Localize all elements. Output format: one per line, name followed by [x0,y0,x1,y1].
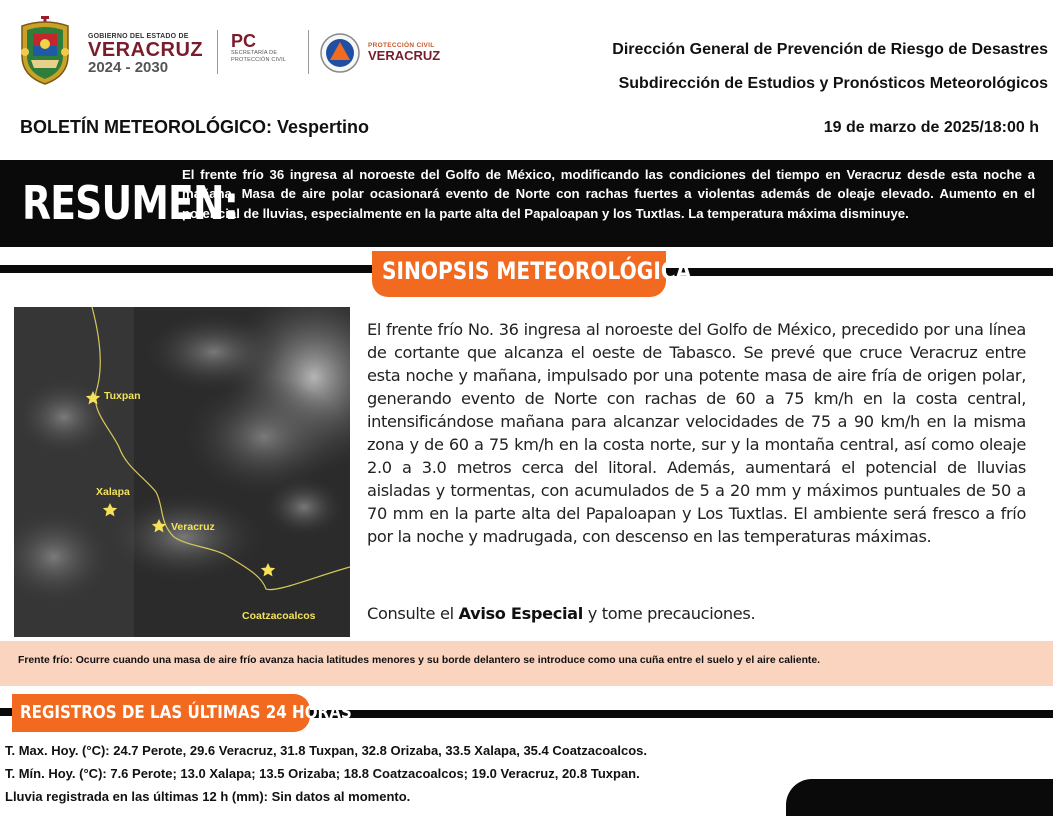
bulletin-date: 19 de marzo de 2025/18:00 h [823,119,1039,136]
government-name: VERACRUZ [88,39,204,61]
synopsis-heading [372,251,692,297]
satellite-image [14,307,350,637]
synopsis-heading-text: SINOPSIS METEOROLÓGICA [382,257,692,285]
consult-prefix: Consulte el [367,604,459,623]
city-label-tuxpan: Tuxpan [104,390,141,402]
subdirection-title: Subdirección de Estudios y Pronósticos Meteorológicos [618,75,1048,92]
pc-initials: PC [231,31,257,51]
min-temperature-record: T. Mín. Hoy. (°C): 7.6 Perote; 13.0 Xalapa; 13.5 Orizaba; 18.8 Coatzacoalcos; 19.0 Veracruz, 20.8 Tuxpan. [5,766,640,781]
city-label-coatzacoalcos: Coatzacoalcos [242,610,316,622]
bulletin-title: BOLETÍN METEOROLÓGICO: Vespertino [20,117,370,137]
max-temperature-record: T. Max. Hoy. (°C): 24.7 Perote, 29.6 Veracruz, 31.8 Tuxpan, 32.8 Orizaba, 33.5 Xalapa, 35.4 Coatzacoalcos. [5,743,648,758]
footer-corner-decoration [786,779,1053,816]
consult-suffix: y tome precauciones. [582,604,756,623]
pcv-name: VERACRUZ [368,48,441,63]
proteccion-civil-veracruz-logo [368,42,440,63]
synopsis-text: El frente frío No. 36 ingresa al noroeste del Golfo de México, precedido por una línea de cortante que alcanza el oeste de Tabasco. Se prevé que cruce Veracruz entre esta noche y mañana, impulsado por una potente masa de aire fría de origen polar, generando evento de Norte con rachas de 60 a 75 km/h en la costa central, intensificándose mañana para alcanzar velocidades de 75 a 90 km/h en la misma zona y de 60 a 75 km/h en la costa norte, sur y la montaña central, así como oleaje 2.0 a 3.0 metros cerca del litoral. Además, aumentará el potencial de lluvias aisladas y tormentas, con acumulados de 5 a 20 mm y máximos puntuales de 50 a 70 mm en la parte alta del Papaloapan y Los Tuxtlas. El ambiente será fresco a frío por la noche y madrugada, con descenso en las temperaturas máximas. [367,320,1026,546]
direction-title: Dirección General de Prevención de Riesgo de Desastres [612,41,1048,58]
veracruz-coat-of-arms-logo [16,16,74,86]
cold-front-definition: Frente frío: Ocurre cuando una masa de aire frío avanza hacia latitudes menores y su borde delantero se introduce como una cuña entre el suelo y el aire caliente. [18,655,821,666]
logo-divider [308,30,309,74]
government-years: 2024 - 2030 [88,59,169,76]
records-heading-text: REGISTROS DE LAS ÚLTIMAS 24 HORAS [20,702,352,723]
section-divider-bar [0,265,380,273]
records-heading [12,694,352,732]
pc-proteccion-label: PROTECCIÓN CIVIL [231,57,287,63]
pc-secretaria-label: SECRETARÍA DE [231,50,278,56]
pcv-small-label: PROTECCIÓN CIVIL [368,42,435,49]
definition-band [0,641,1053,686]
city-label-veracruz: Veracruz [171,521,215,533]
government-logo [88,33,206,76]
special-notice-link: Aviso Especial [458,604,583,623]
section-divider-bar [306,710,1053,718]
summary-label: RESUMEN: [22,176,239,230]
civil-protection-emblem-icon [320,33,360,73]
secretaria-pc-logo [231,32,301,64]
summary-band [0,160,1053,247]
city-label-xalapa: Xalapa [96,486,130,498]
summary-text: El frente frío 36 ingresa al noroeste del Golfo de México, modificando las condiciones del tiempo en Veracruz desde esta noche a mañana. Masa de aire polar ocasionará evento de Norte con rachas fuertes a violentas además de oleaje elevado. Aumento en el potencial de lluvias, especialmente en la parte alta del Papaloapan y los Tuxtlas. La temperatura máxima disminuye. [182,167,1035,221]
government-small-label: GOBIERNO DEL ESTADO DE [88,33,189,40]
logo-divider [217,30,218,74]
rainfall-record: Lluvia registrada en las últimas 12 h (mm): Sin datos al momento. [5,789,411,804]
section-divider-bar [660,268,1053,276]
consult-note [367,604,755,623]
